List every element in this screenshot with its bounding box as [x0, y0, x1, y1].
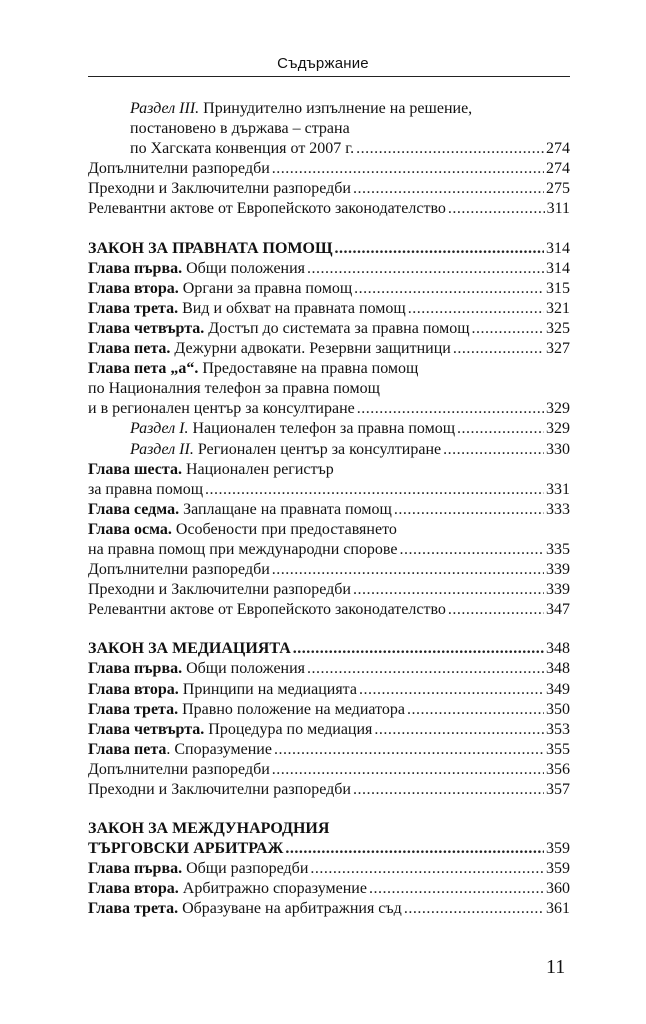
entry-text: по Хагската конвенция от 2007 г. [130, 140, 355, 158]
entry-text: Образуване на арбитражния съд [178, 900, 402, 918]
page-ref: 360 [546, 880, 570, 898]
toc-chapter [88, 700, 570, 720]
table-of-contents [88, 99, 570, 920]
dot-leader [310, 859, 544, 879]
dot-leader [307, 659, 544, 679]
page-ref: 359 [546, 860, 570, 878]
page-ref: 329 [546, 400, 570, 418]
entry-text: Релевантни актове от Европейското законодателство [88, 200, 446, 218]
entry-text: Достъп до системата за правна помощ [204, 319, 470, 337]
toc-chapter [88, 279, 570, 299]
header-divider [88, 76, 570, 77]
toc-section [88, 419, 570, 439]
toc-entry-transitional-provisions [88, 580, 570, 600]
entry-text: Преходни и Заключителни разпоредби [88, 781, 351, 798]
page-ref: 350 [546, 700, 570, 718]
entry-text: Общи положения [182, 259, 306, 277]
law-title: ТЪРГОВСКИ АРБИТРАЖ [88, 840, 284, 858]
entry-text: Предоставяне на правна помощ [198, 360, 419, 378]
dot-leader [357, 399, 544, 419]
dot-leader [353, 179, 544, 199]
entry-text: Вид и обхват на правната помощ [178, 299, 406, 317]
page-ref: 355 [546, 740, 570, 758]
entry-text: Органи за правна помощ [178, 279, 353, 297]
chapter-label: Глава шеста. [88, 460, 182, 478]
entry-text: Преходни и Заключителни разпоредби [88, 180, 351, 198]
entry-text: Дежурни адвокати. Резервни защитници [170, 340, 451, 358]
section-label: Раздел III. [130, 100, 200, 117]
chapter-label: Глава трета. [88, 299, 179, 317]
toc-entry-section-3-line-3 [88, 139, 570, 159]
law-title: ЗАКОН ЗА ПРАВНАТА ПОМОЩ [88, 239, 333, 257]
dot-leader [353, 780, 544, 800]
page-ref: 333 [546, 500, 570, 518]
chapter-label: Глава седма. [88, 500, 180, 518]
page-ref: 331 [546, 480, 570, 498]
toc-entry-eu-acts [88, 199, 570, 219]
toc-chapter-line-2 [88, 379, 570, 399]
toc-entry-section-3-line-2 [88, 119, 570, 139]
page-ref: 357 [546, 781, 570, 798]
dot-leader [335, 239, 544, 259]
toc-law-title-arbitration-line-1 [88, 819, 570, 839]
page-ref: 339 [546, 581, 570, 599]
dot-leader [400, 540, 545, 560]
toc-chapter [88, 319, 570, 339]
dot-leader [307, 259, 544, 279]
entry-text: Правно положение на медиатора [178, 700, 405, 718]
entry-text: . Споразумение [166, 740, 272, 758]
page-ref: 311 [546, 200, 570, 218]
toc-chapter [88, 680, 570, 700]
chapter-label: Глава първа. [88, 860, 183, 878]
page-ref: 348 [546, 640, 570, 658]
toc-chapter [88, 899, 570, 919]
law-title: ЗАКОН ЗА МЕЖДУНАРОДНИЯ [88, 820, 330, 838]
chapter-label: Глава пета „а“. [88, 360, 199, 378]
chapter-label: Глава втора. [88, 279, 179, 297]
toc-chapter [88, 859, 570, 879]
dot-leader [285, 839, 544, 859]
page-ref: 314 [546, 239, 570, 257]
dot-leader [293, 639, 544, 659]
chapter-label: Глава трета. [88, 900, 179, 918]
page-ref: 330 [546, 440, 570, 458]
dot-leader [354, 279, 544, 299]
toc-chapter [88, 659, 570, 679]
page-ref: 325 [546, 319, 570, 337]
dot-leader [457, 419, 544, 439]
dot-leader [274, 740, 544, 760]
entry-text: Релевантни актове от Европейското законодателство [88, 601, 446, 619]
entry-text: Национален регистър [181, 460, 334, 478]
chapter-label: Глава втора. [88, 680, 179, 698]
toc-chapter [88, 500, 570, 520]
toc-entry-transitional-provisions [88, 780, 570, 800]
page-number: 11 [546, 956, 566, 978]
entry-text: Процедура по медиация [204, 720, 373, 738]
page-ref: 321 [546, 299, 570, 317]
dot-leader [272, 159, 544, 179]
entry-text: на правна помощ при международни спорове [88, 540, 398, 558]
entry-text: по Националния телефон за правна помощ [88, 380, 380, 398]
dot-leader [472, 319, 544, 339]
page-ref: 348 [546, 660, 570, 678]
toc-chapter [88, 299, 570, 319]
entry-text: Национален телефон за правна помощ [188, 420, 456, 438]
toc-entry-section-3-line-1 [88, 99, 570, 119]
toc-law-title-legal-aid [88, 239, 570, 259]
toc-entry-eu-acts [88, 600, 570, 620]
toc-law-title-arbitration-line-2 [88, 839, 570, 859]
toc-chapter [88, 259, 570, 279]
entry-text: Допълнителни разпоредби [88, 760, 270, 778]
entry-text: Допълнителни разпоредби [88, 160, 270, 178]
dot-leader [359, 680, 544, 700]
toc-entry-transitional-provisions [88, 179, 570, 199]
page-ref: 356 [546, 760, 570, 778]
entry-text: Арбитражно споразумение [178, 880, 367, 898]
page-ref: 329 [546, 420, 570, 438]
dot-leader [356, 139, 544, 159]
page-ref: 274 [546, 140, 570, 158]
toc-entry-additional-provisions [88, 560, 570, 580]
dot-leader [448, 199, 545, 219]
page-ref: 353 [546, 720, 570, 738]
dot-leader [374, 720, 544, 740]
dot-leader [448, 600, 544, 620]
page-ref: 349 [546, 680, 570, 698]
page-ref: 339 [546, 561, 570, 579]
chapter-label: Глава трета. [88, 700, 179, 718]
chapter-label: Глава четвърта. [88, 319, 205, 337]
toc-entry-additional-provisions [88, 760, 570, 780]
page-ref: 275 [546, 180, 570, 198]
dot-leader [272, 760, 544, 780]
toc-chapter-line-3 [88, 399, 570, 419]
chapter-label: Глава четвърта. [88, 720, 205, 738]
page-ref: 274 [546, 160, 570, 178]
toc-law-title-mediation [88, 639, 570, 659]
chapter-label: Глава пета. [88, 340, 171, 358]
toc-entry-additional-provisions [88, 159, 570, 179]
running-header-title: Съдържание [277, 55, 369, 72]
section-label: Раздел II. [130, 440, 194, 458]
toc-chapter-line-2 [88, 540, 570, 560]
chapter-label: Глава първа. [88, 660, 183, 678]
toc-chapter-line-1 [88, 520, 570, 540]
chapter-label: Глава втора. [88, 880, 179, 898]
toc-chapter-line-1 [88, 359, 570, 379]
entry-text: Общи разпоредби [182, 860, 309, 878]
toc-chapter [88, 879, 570, 899]
page-ref: 347 [546, 601, 570, 619]
entry-text: Принципи на медиацията [178, 680, 357, 698]
dot-leader [453, 339, 544, 359]
dot-leader [407, 700, 544, 720]
chapter-label: Глава пета [88, 740, 167, 758]
page-ref: 361 [546, 900, 570, 918]
dot-leader [353, 580, 544, 600]
dot-leader [404, 899, 544, 919]
toc-section [88, 440, 570, 460]
toc-chapter [88, 339, 570, 359]
dot-leader [443, 440, 544, 460]
entry-text: Допълнителни разпоредби [88, 561, 270, 579]
entry-text: и в регионален център за консултиране [88, 400, 355, 418]
chapter-label: Глава осма. [88, 520, 172, 538]
toc-chapter [88, 740, 570, 760]
dot-leader [408, 299, 544, 319]
dot-leader [369, 879, 544, 899]
page-ref: 335 [546, 540, 570, 558]
toc-chapter-line-1 [88, 460, 570, 480]
dot-leader [205, 480, 544, 500]
entry-text: Преходни и Заключителни разпоредби [88, 581, 351, 599]
dot-leader [394, 500, 544, 520]
page-ref: 359 [546, 840, 570, 858]
page-ref: 314 [546, 259, 570, 277]
entry-text: Регионален център за консултиране [193, 440, 442, 458]
page-ref: 327 [546, 340, 570, 358]
law-title: ЗАКОН ЗА МЕДИАЦИЯТА [88, 640, 291, 658]
chapter-label: Глава първа. [88, 259, 183, 277]
entry-text: постановено в държава – страна [130, 120, 350, 138]
entry-text: Принудително изпълнение на решение, [199, 100, 473, 117]
entry-text: Общи положения [182, 660, 306, 678]
dot-leader [272, 560, 544, 580]
section-label: Раздел I. [130, 420, 189, 438]
entry-text: Особености при предоставянето [171, 520, 397, 538]
entry-text: Заплащане на правната помощ [179, 500, 392, 518]
toc-chapter-line-2 [88, 480, 570, 500]
page-ref: 315 [546, 279, 570, 297]
toc-chapter [88, 720, 570, 740]
entry-text: за правна помощ [88, 480, 204, 498]
